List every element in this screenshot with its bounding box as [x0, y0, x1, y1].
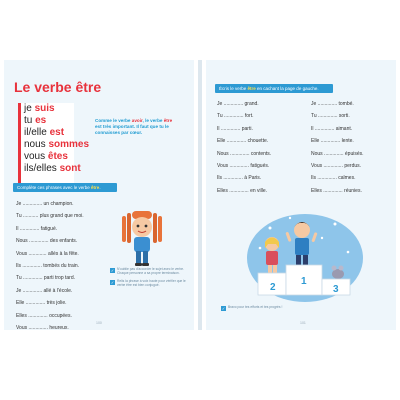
exercise-line[interactable]: Je .............. tombé.: [311, 101, 354, 107]
tip-text: Relis la phrase à voix haute pour vérifier que le verbe être est bien conjugué.: [117, 279, 186, 287]
exercise-line[interactable]: Ils .............. calmes.: [311, 175, 356, 182]
note-text: est très important. Il faut que tu le connaisses par cœur.: [95, 124, 169, 135]
note-verb: être: [163, 118, 173, 123]
tip-item: [110, 279, 186, 287]
conjugation-row: [24, 163, 81, 175]
conjugation-row: [24, 139, 90, 151]
verb-form: est: [49, 127, 65, 138]
note-text: Comme le verbe: [95, 118, 132, 123]
rule-note: [95, 118, 179, 136]
verb-form: êtes: [47, 151, 68, 162]
exercise-line[interactable]: Tu .............. sorti.: [311, 113, 350, 120]
conjugation-row: [24, 103, 74, 115]
tip-text: Bravo pour tes efforts et tes progrès !: [228, 305, 283, 309]
exercise-line[interactable]: Nous .............. contents.: [217, 150, 272, 157]
exercise-line[interactable]: Ils .............. à Paris.: [217, 175, 262, 182]
verb-form: sont: [59, 163, 81, 174]
verb-form: es: [35, 115, 47, 126]
exercise-instruction: [13, 183, 117, 192]
tip-item: [110, 267, 186, 275]
conjugation-row: [24, 151, 74, 163]
exercise-line[interactable]: Je .............. allé à l'école.: [16, 287, 73, 294]
conjugation-table: [18, 103, 90, 183]
conjugation-row: [24, 115, 74, 127]
tip-text: N'oublie pas d'accorder le sujet avec le verbe. Chaque personne a sa propre terminaison.: [117, 267, 185, 275]
exercise-line[interactable]: Vous .............. fatigués.: [217, 162, 270, 169]
check-icon: ✓: [110, 268, 115, 273]
exercise-line[interactable]: Vous .............. heureux.: [16, 324, 69, 331]
exercise-line[interactable]: Elle .............. très jolie.: [16, 300, 67, 307]
exercise-line[interactable]: Elles .............. réunies.: [311, 187, 362, 194]
instruction-text: Écris le verbe: [219, 86, 248, 91]
book-fold: [198, 60, 202, 330]
exercise-line[interactable]: Je .............. un champion.: [16, 201, 74, 207]
exercise-column-1: [217, 98, 271, 197]
exercise-line[interactable]: Il .............. aimant.: [311, 125, 353, 132]
instruction-verb: être: [247, 86, 256, 91]
check-icon: ✓: [110, 280, 115, 285]
exercise-line[interactable]: Il .............. parti.: [217, 125, 253, 132]
shirt: [134, 237, 150, 252]
verb-form: sommes: [48, 139, 90, 150]
exercise-line[interactable]: Elles .............. occupées.: [16, 312, 72, 319]
exercise-list: [16, 198, 84, 334]
subject: ils/elles: [24, 163, 60, 174]
podium-label: 2: [270, 282, 276, 293]
exercise-line[interactable]: Il .............. fatigué.: [16, 225, 58, 232]
podium-label: 3: [333, 284, 339, 295]
podium-illustration: [240, 208, 370, 304]
subject: tu: [24, 115, 36, 126]
exercise-column-2: [311, 98, 364, 197]
subject: je: [24, 103, 35, 114]
check-icon: ✓: [221, 306, 226, 311]
subject: il/elle: [24, 127, 50, 138]
exercise-line[interactable]: Tu .............. fort.: [217, 113, 254, 120]
girl-illustration: [116, 210, 168, 268]
exercise-line[interactable]: Je .............. grand.: [217, 101, 259, 107]
page-number-right: 101: [300, 321, 306, 325]
exercise-line[interactable]: Elle .............. lente.: [311, 138, 354, 145]
subject: nous: [24, 139, 49, 150]
exercise-line[interactable]: Vous .............. perdus.: [311, 162, 362, 169]
exercise-line[interactable]: Elles .............. en ville.: [217, 187, 268, 194]
tip-item-right: [221, 305, 282, 311]
exercise-line[interactable]: Ils .............. tombés du train.: [16, 262, 80, 269]
verb-form: suis: [34, 103, 55, 114]
instruction-end: en cachant la page de gauche.: [255, 86, 319, 91]
instruction-verb: être: [91, 185, 100, 190]
exercise-line[interactable]: Vous ............. allés à la fête.: [16, 250, 79, 257]
exercise-line[interactable]: Nous .............. des enfants.: [16, 238, 78, 245]
conjugation-row: [24, 127, 74, 139]
lesson-title: Le verbe être: [14, 79, 102, 95]
note-verb: avoir: [131, 118, 143, 123]
note-text: , le verbe: [142, 118, 164, 123]
podium-label: 1: [301, 276, 307, 287]
subject: vous: [24, 151, 48, 162]
tips-box: [110, 267, 186, 291]
exercise-line[interactable]: Tu .............. parti trop tard.: [16, 275, 76, 282]
face: [132, 217, 152, 237]
exercise-line[interactable]: Tu ........... plus grand que moi.: [16, 213, 84, 220]
page-number-left: 100: [96, 321, 102, 325]
exercise-line[interactable]: Nous .............. épuisés.: [311, 150, 364, 157]
instruction-end: .: [99, 185, 101, 190]
instruction-text: Complète ces phrases avec le verbe: [17, 185, 92, 190]
exercise-line[interactable]: Elle .............. chouette.: [217, 138, 269, 145]
exercise-instruction-right: [215, 84, 333, 93]
